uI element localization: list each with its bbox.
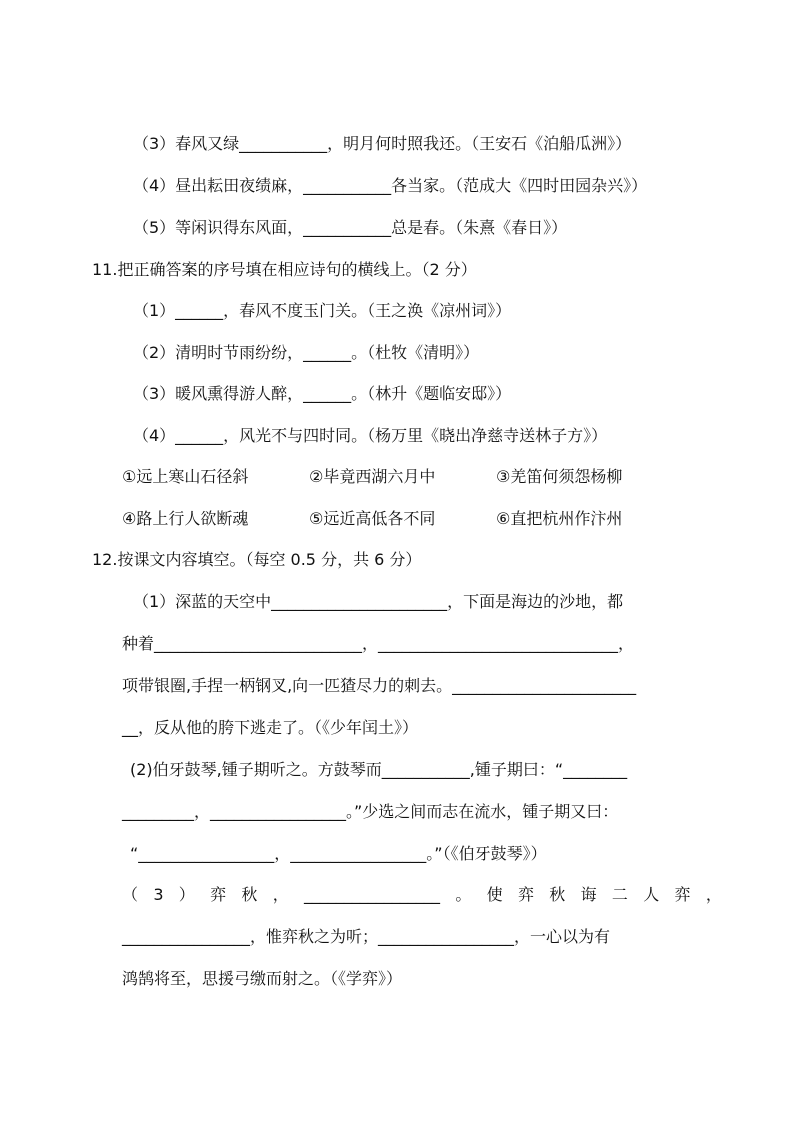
q10-item-5: （5）等闲识得东风面，___________总是春。（朱熹《春日》） [133,218,568,237]
q11-item-1: （1）______，春风不度玉门关。（王之涣《凉州词》） [133,301,512,320]
q12-char: ， [272,885,289,904]
q10-item-3: （3）春风又绿___________，明月何时照我还。（王安石《泊船瓜洲》） [133,134,632,153]
q11-option: ③羌笛何须怨杨柳 [496,467,623,486]
q12-char: 人 [643,885,660,904]
q12-line: _________，_________________。”少选之间而志在流水，锺子期又曰： [122,802,619,821]
q12-line: 种着__________________________，______________________________， [122,634,635,653]
q12-char: 。 [455,885,472,904]
q12-char: 诲 [580,885,597,904]
q12-line: __，反从他的胯下逃走了。（《少年闰土》） [122,718,419,737]
q12-line: （1）深蓝的天空中______________________，下面是海边的沙地，都 [133,592,624,611]
q12-line-justified [122,884,722,906]
q12-char: （ [122,885,139,904]
q12-line: (2)伯牙鼓琴,锺子期听之。方鼓琴而___________,锺子期曰：“________ [130,760,628,779]
q12-blank: _________________ [304,885,441,904]
q12-char: 使 [486,885,503,904]
q11-item-4: （4）______，风光不与四时同。（杨万里《晓出净慈寺送林子方》） [133,426,608,445]
q12-line: 鸿鹄将至，思援弓缴而射之。（《学弈》） [122,969,403,988]
q12-char: ） [178,885,195,904]
q12-line: 项带银圈,手捏一柄钢叉,向一匹猹尽力的刺去。_______________________ [122,676,637,695]
q12-char: ， [705,885,722,904]
q12-char: 二 [611,885,628,904]
q12-char: 弈 [517,885,534,904]
q10-item-4: （4）昼出耘田夜绩麻，___________各当家。（范成大《四时田园杂兴》） [133,176,648,195]
q12-char: 3 [153,885,164,904]
q12-char: 弈 [210,885,227,904]
q12-line: “_________________，_________________。”（《伯牙鼓琴》） [130,844,547,863]
q12-char: 秋 [549,885,566,904]
q11-option: ⑥直把杭州作汴州 [496,509,623,528]
q12-title: 12.按课文内容填空。（每空 0.5 分，共 6 分） [92,550,422,569]
q11-option: ⑤远近高低各不同 [309,509,436,528]
q11-options-row-2 [122,508,622,530]
q11-item-3: （3）暖风熏得游人醉，______。（林升《题临安邸》） [133,384,512,403]
q12-char: 弈 [674,885,691,904]
q11-option: ④路上行人欲断魂 [122,509,249,528]
q11-title: 11.把正确答案的序号填在相应诗句的横线上。（2 分） [92,260,477,279]
q11-item-2: （2）清明时节雨纷纷，______。（杜牧《清明》） [133,343,480,362]
q12-line: ________________，惟弈秋之为听；_________________，一心以为有 [122,927,611,946]
q11-options-row-1 [122,466,622,488]
q11-option: ②毕竟西湖六月中 [309,467,436,486]
q11-option: ①远上寒山石径斜 [122,467,249,486]
q12-char: 秋 [241,885,258,904]
